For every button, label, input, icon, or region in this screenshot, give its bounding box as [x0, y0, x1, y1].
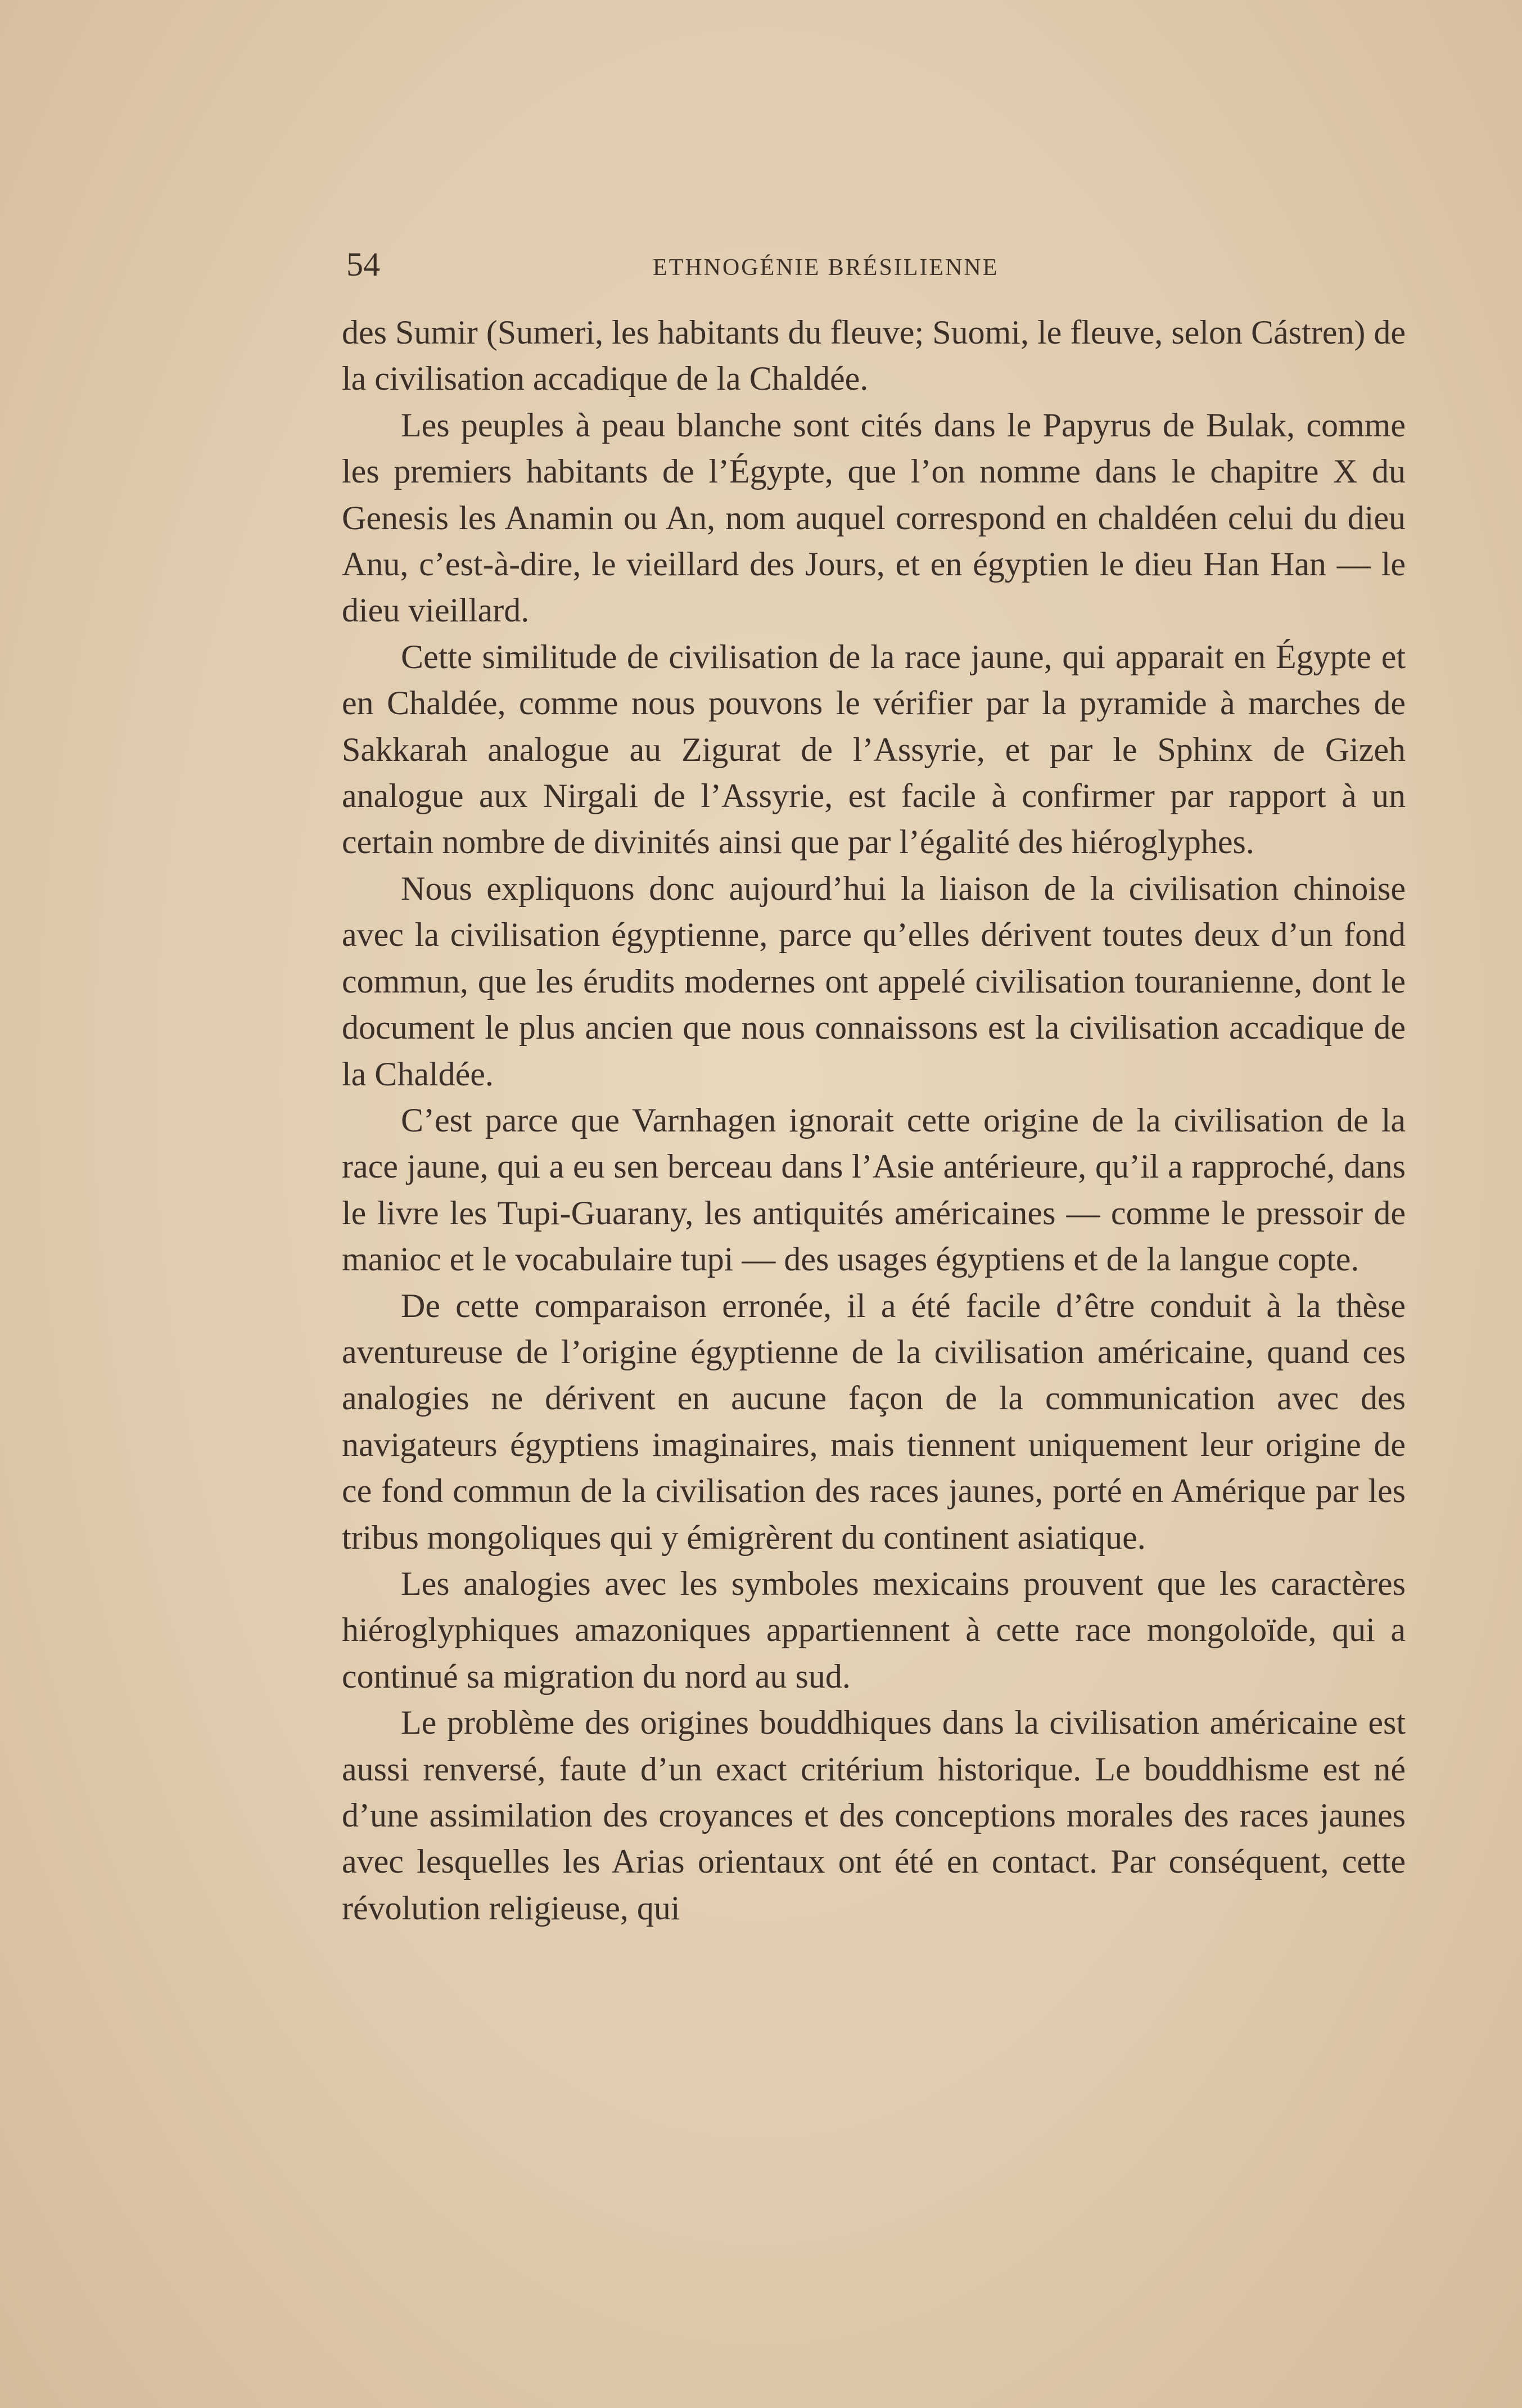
page-header: [346, 242, 1409, 287]
paragraph-1: des Sumir (Sumeri, les habitants du fleuve; Suomi, le fleuve, selon Cástren) de la civilisation accadique de la Chaldée.: [342, 314, 1406, 398]
paragraph-6: De cette comparaison erronée, il a été facile d’être conduit à la thèse aventureuse de l’origine égyptienne de la civilisation américaine, quand ces analogies ne dérivent en aucune façon de la communication avec des navigateurs égyptiens imaginaires, mais tiennent uniquement leur origine de ce fond commun de la civilisation des races jaunes, porté en Amérique par les tribus mongoliques qui y émigrèrent du continent asiatique.: [342, 1287, 1406, 1556]
body-text: [342, 309, 1406, 1931]
paragraph-3: Cette similitude de civilisation de la race jaune, qui apparait en Égypte et en Chaldée, comme nous pouvons le vérifier par la pyramide à marches de Sakkarah analogue au Zigurat de l’Assyrie, et par le Sphinx de Gizeh analogue aux Nirgali de l’Assyrie, est facile à confirmer par rapport à un certain nombre de divinités ainsi que par l’égalité des hiéroglyphes.: [342, 638, 1406, 861]
running-title: ETHNOGÉNIE BRÉSILIENNE: [653, 255, 999, 281]
paragraph-5: C’est parce que Varnhagen ignorait cette origine de la civilisation de la race jaune, qui a eu sen berceau dans l’Asie antérieure, qu’il a rapproché, dans le livre les Tupi-Guarany, les antiquités américaines — comme le pressoir de manioc et le vocabulaire tupi — des usages égyptiens et de la langue copte.: [342, 1101, 1406, 1278]
paragraph-2: Les peuples à peau blanche sont cités dans le Papyrus de Bulak, comme les premiers habitants de l’Égypte, que l’on nomme dans le chapitre X du Genesis les Anamin ou An, nom auquel correspond en chaldéen celui du dieu Anu, c’est-à-dire, le vieillard des Jours, et en égyptien le dieu Han Han — le dieu vieillard.: [342, 406, 1406, 629]
page-number: 54: [346, 246, 380, 283]
paragraph-4: Nous expliquons donc aujourd’hui la liaison de la civilisation chinoise avec la civilisation égyptienne, parce qu’elles dérivent toutes deux d’un fond commun, que les érudits modernes ont appelé civilisation touranienne, dont le document le plus ancien que nous connaissons est la civilisation accadique de la Chaldée.: [342, 869, 1406, 1093]
paragraph-8: Le problème des origines bouddhiques dans la civilisation américaine est aussi renversé, faute d’un exact critérium historique. Le bouddhisme est né d’une assimilation des croyances et des conceptions morales des races jaunes avec lesquelles les Arias orientaux ont été en contact. Par conséquent, cette révolution religieuse, qui: [342, 1704, 1406, 1927]
paragraph-7: Les analogies avec les symboles mexicains prouvent que les caractères hiéroglyphiques amazoniques appartiennent à cette race mongoloïde, qui a continué sa migration du nord au sud.: [342, 1564, 1406, 1695]
